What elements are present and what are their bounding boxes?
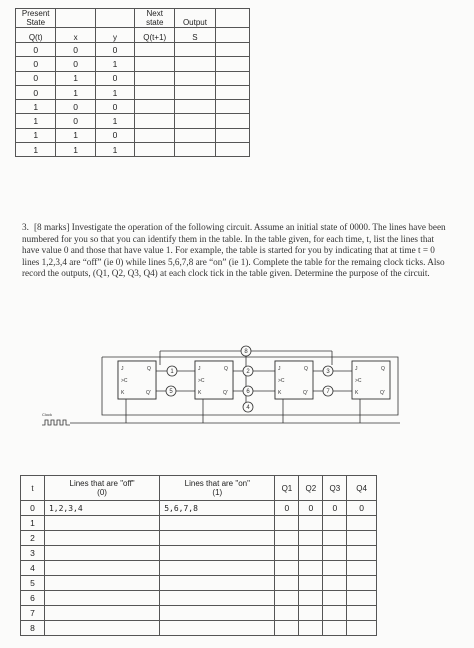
state-table-cell (135, 57, 175, 71)
problem-text: [8 marks] Investigate the operation of the following circuit. Assume an initial state of 0000. The lines have been numbered for you so that you can identify them in the table. In the table given, for each time, t, list the lines that have value 0 and those that have value 1. For example, the table is started for you by indicating that at time t = 0 lines 1,2,3,4 are “off” (ie 0) while lines 5,6,7,8 are “on” (ie 1). Complete the table for the remaing clock ticks. Also record the outputs, (Q1, Q2, Q3, Q4) at each clock tick in the table given. Determine the purpose of the circuit. (22, 222, 446, 279)
timing-table-row (21, 516, 377, 531)
timing-table-cell[interactable] (160, 591, 275, 606)
timing-table-t-cell: 2 (21, 531, 45, 546)
ff1-pin-j: J (121, 366, 124, 372)
timing-table-cell[interactable] (275, 546, 299, 561)
timing-table-cell[interactable]: 0 (323, 501, 347, 516)
timing-table-cell[interactable]: 1,2,3,4 (44, 501, 159, 516)
state-table-cell (135, 71, 175, 85)
timing-table-cell[interactable] (160, 531, 275, 546)
ff2-pin-qbar: Q' (223, 390, 228, 396)
ff1-pin-q: Q (147, 366, 151, 372)
state-table-cell (215, 114, 249, 128)
ff1-pin-k: K (121, 390, 125, 396)
header-lines-off: Lines that are "off" (0) (44, 476, 159, 501)
state-table-cell (135, 128, 175, 142)
state-table-cell (135, 143, 175, 157)
ff2-pin-k: K (198, 390, 202, 396)
timing-table-cell[interactable] (299, 546, 323, 561)
timing-table-t-cell: 3 (21, 546, 45, 561)
state-table-cell: 1 (56, 143, 95, 157)
state-table-cell (175, 57, 215, 71)
timing-table-cell[interactable] (323, 516, 347, 531)
timing-table-row (21, 606, 377, 621)
timing-table-cell[interactable] (44, 531, 159, 546)
state-table-cell (175, 143, 215, 157)
header-q3: Q3 (323, 476, 347, 501)
timing-table-cell[interactable] (347, 531, 377, 546)
timing-table-cell[interactable] (299, 606, 323, 621)
timing-table-row (21, 621, 377, 636)
timing-table-cell[interactable] (44, 576, 159, 591)
timing-table-cell[interactable] (323, 621, 347, 636)
state-table-cell (135, 100, 175, 114)
timing-table-cell[interactable]: 0 (299, 501, 323, 516)
ff2-pin-q: Q (224, 366, 228, 372)
line-label-8: 8 (244, 349, 248, 356)
timing-table-cell[interactable] (44, 516, 159, 531)
state-table-subheader-row (16, 28, 250, 43)
state-table-row (16, 100, 250, 114)
timing-table-cell[interactable] (299, 561, 323, 576)
subheader-x: x (56, 28, 95, 43)
timing-table-cell[interactable]: 0 (275, 501, 299, 516)
state-table-cell (135, 85, 175, 99)
timing-table-row (21, 561, 377, 576)
header-output: Output (175, 9, 215, 28)
ff1-pin-clk: >C (121, 378, 128, 384)
header-extra (215, 9, 249, 28)
timing-table-cell[interactable] (347, 516, 377, 531)
timing-table-t-cell: 8 (21, 621, 45, 636)
timing-table-t-cell: 1 (21, 516, 45, 531)
timing-table-cell[interactable] (44, 546, 159, 561)
state-table-header-row (16, 9, 250, 28)
timing-table-cell[interactable] (323, 591, 347, 606)
ff2-pin-j: J (198, 366, 201, 372)
circuit-wiring (40, 345, 430, 435)
timing-table-cell[interactable] (347, 591, 377, 606)
state-table-row (16, 143, 250, 157)
ff3-pin-j: J (278, 366, 281, 372)
ff3-pin-k: K (278, 390, 282, 396)
state-table-cell (215, 57, 249, 71)
state-table-cell: 0 (16, 85, 56, 99)
timing-table-cell[interactable]: 0 (347, 501, 377, 516)
state-table-cell: 1 (16, 114, 56, 128)
state-table-cell (135, 114, 175, 128)
state-table-cell: 0 (16, 71, 56, 85)
timing-table-cell[interactable] (160, 546, 275, 561)
header-blank-y (95, 9, 134, 28)
state-table-row (16, 114, 250, 128)
timing-table-cell[interactable] (275, 621, 299, 636)
problem-number: 3. (22, 222, 29, 232)
ff3-pin-clk: >C (278, 378, 285, 384)
ff3-pin-qbar: Q' (303, 390, 308, 396)
state-table-cell: 1 (56, 128, 95, 142)
timing-table-t-cell: 7 (21, 606, 45, 621)
timing-table-row (21, 531, 377, 546)
header-q4: Q4 (347, 476, 377, 501)
ff3-pin-q: Q (304, 366, 308, 372)
state-table-cell: 1 (56, 85, 95, 99)
ff4-pin-q: Q (381, 366, 385, 372)
timing-table-cell[interactable] (323, 561, 347, 576)
state-table-cell: 0 (95, 71, 134, 85)
state-table-cell (215, 128, 249, 142)
state-table-cell: 0 (56, 100, 95, 114)
timing-table-cell[interactable] (299, 576, 323, 591)
state-table-row (16, 128, 250, 142)
timing-table-cell[interactable] (160, 606, 275, 621)
timing-table-cell[interactable] (299, 621, 323, 636)
timing-table-cell[interactable] (323, 546, 347, 561)
state-table-cell: 0 (16, 57, 56, 71)
state-table-cell (215, 100, 249, 114)
state-table-cell (175, 100, 215, 114)
timing-table-cell[interactable] (347, 561, 377, 576)
ff4-pin-qbar: Q' (380, 390, 385, 396)
line-label-5: 5 (169, 389, 173, 396)
timing-table-cell[interactable] (299, 531, 323, 546)
state-table-cell: 0 (56, 43, 95, 57)
timing-table (20, 475, 377, 636)
state-table-cell: 0 (16, 43, 56, 57)
header-next-state: Next state (135, 9, 175, 28)
timing-table-t-cell: 5 (21, 576, 45, 591)
state-table-row (16, 85, 250, 99)
timing-table-cell[interactable] (323, 531, 347, 546)
state-table-cell: 1 (16, 128, 56, 142)
subheader-extra (215, 28, 249, 43)
timing-table-cell[interactable] (44, 606, 159, 621)
timing-table-cell[interactable] (44, 561, 159, 576)
header-blank-x (56, 9, 95, 28)
timing-table-cell[interactable] (299, 591, 323, 606)
state-table (15, 8, 250, 157)
state-table-cell: 1 (56, 71, 95, 85)
state-table-row (16, 43, 250, 57)
timing-table-cell[interactable] (347, 621, 377, 636)
subheader-s: S (175, 28, 215, 43)
state-table-cell (175, 114, 215, 128)
clock-waveform-icon (42, 420, 70, 425)
timing-table-cell[interactable] (323, 576, 347, 591)
timing-table-row (21, 591, 377, 606)
problem-statement (22, 222, 447, 280)
timing-table-cell[interactable]: 5,6,7,8 (160, 501, 275, 516)
state-table-cell: 1 (95, 143, 134, 157)
state-table-cell (215, 143, 249, 157)
header-t: t (21, 476, 45, 501)
timing-table-t-cell: 0 (21, 501, 45, 516)
state-table-cell: 1 (95, 85, 134, 99)
state-table-cell: 1 (95, 57, 134, 71)
state-table-cell (175, 71, 215, 85)
state-table-row (16, 57, 250, 71)
timing-table-cell[interactable] (323, 606, 347, 621)
state-table-cell (215, 85, 249, 99)
state-table-cell (175, 128, 215, 142)
state-table-cell: 1 (95, 114, 134, 128)
state-table-cell: 0 (95, 100, 134, 114)
state-table-cell (175, 85, 215, 99)
state-table-cell: 1 (16, 100, 56, 114)
ff4-pin-clk: >C (355, 378, 362, 384)
state-table-cell: 0 (56, 114, 95, 128)
line-label-1: 1 (170, 369, 174, 376)
subheader-y: y (95, 28, 134, 43)
state-table-cell: 0 (56, 57, 95, 71)
timing-table-cell[interactable] (160, 576, 275, 591)
timing-table-row (21, 501, 377, 516)
subheader-next: Q(t+1) (135, 28, 175, 43)
timing-table-cell[interactable] (160, 561, 275, 576)
timing-table-cell[interactable] (347, 546, 377, 561)
timing-table-row (21, 576, 377, 591)
timing-table-cell[interactable] (44, 591, 159, 606)
state-table-cell (135, 43, 175, 57)
timing-table-cell[interactable] (44, 621, 159, 636)
state-table-cell (215, 43, 249, 57)
ff2-pin-clk: >C (198, 378, 205, 384)
subheader-qt: Q(t) (16, 28, 56, 43)
header-lines-on: Lines that are "on" (1) (160, 476, 275, 501)
clock-label: Clock (42, 412, 53, 417)
timing-table-cell[interactable] (275, 561, 299, 576)
line-label-4: 4 (246, 405, 250, 412)
state-table-cell (215, 71, 249, 85)
header-q1: Q1 (275, 476, 299, 501)
timing-table-cell[interactable] (275, 591, 299, 606)
ff4-pin-j: J (355, 366, 358, 372)
timing-table-cell[interactable] (275, 576, 299, 591)
timing-table-cell[interactable] (299, 516, 323, 531)
header-present-state: Present State (16, 9, 56, 28)
timing-table-t-cell: 6 (21, 591, 45, 606)
timing-table-t-cell: 4 (21, 561, 45, 576)
timing-table-header-row (21, 476, 377, 501)
state-table-row (16, 71, 250, 85)
state-table-cell: 0 (95, 43, 134, 57)
timing-table-cell[interactable] (275, 606, 299, 621)
timing-table-cell[interactable] (347, 576, 377, 591)
ff4-pin-k: K (355, 390, 359, 396)
header-q2: Q2 (299, 476, 323, 501)
ff1-pin-qbar: Q' (146, 390, 151, 396)
line-label-7: 7 (326, 389, 330, 396)
state-table-cell: 1 (16, 143, 56, 157)
timing-table-cell[interactable] (275, 531, 299, 546)
line-label-3: 3 (326, 369, 330, 376)
timing-table-cell[interactable] (347, 606, 377, 621)
timing-table-row (21, 546, 377, 561)
state-table-cell: 0 (95, 128, 134, 142)
timing-table-cell[interactable] (160, 516, 275, 531)
timing-table-cell[interactable] (275, 516, 299, 531)
timing-table-cell[interactable] (160, 621, 275, 636)
state-table-cell (175, 43, 215, 57)
line-label-2: 2 (246, 369, 250, 376)
line-label-6: 6 (246, 389, 250, 396)
